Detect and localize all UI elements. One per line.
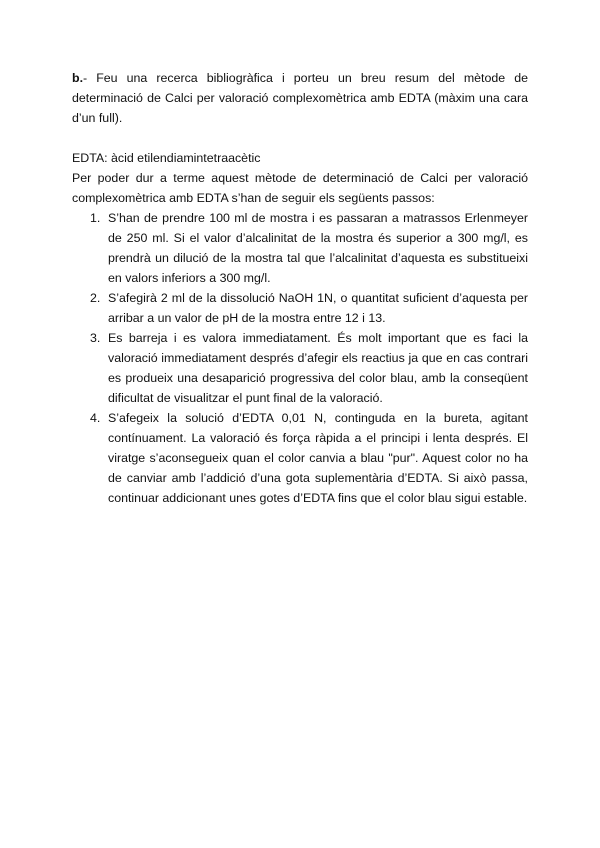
list-item-text: S’afegeix la solució d’EDTA 0,01 N, continguda en la bureta, agitant contínuament. La valoració és força ràpida a el principi i lenta després. El viratge s’aconsegueix quan el color canvia a blau "pur". Aquest color no ha de canviar amb l’addició d’una gota suplementària d’EDTA. Si això passa, continuar addicionant unes gotes d’EDTA fins que el color blau sigui estable. <box>108 411 528 505</box>
intro-paragraph: Per poder dur a terme aquest mètode de determinació de Calci per valoració complexomètrica amb EDTA s’han de seguir els següents passos: <box>72 171 528 205</box>
list-item <box>72 408 528 508</box>
list-item-text: Es barreja i es valora immediatament. És molt important que es faci la valoració immediatament després d’afegir els reactius ja que en cas contrari es produeix una desaparició progressiva del color blau, amb la conseqüent dificultat de visualitzar el punt final de la valoració. <box>108 331 528 405</box>
question-paragraph <box>72 68 528 128</box>
list-item-text: S’han de prendre 100 ml de mostra i es passaran a matrassos Erlenmeyer de 250 ml. Si el valor d’alcalinitat de la mostra és superior a 300 mg/l, es prendrà un dilució de la mostra tal que l’alcalinitat d’aquesta es substitueixi en valors inferiors a 300 mg/l. <box>108 211 528 285</box>
paragraph-spacer <box>72 128 528 148</box>
list-item <box>72 288 528 328</box>
document-content <box>72 68 528 508</box>
list-item-text: S’afegirà 2 ml de la dissolució NaOH 1N, o quantitat suficient d’aquesta per arribar a un valor de pH de la mostra entre 12 i 13. <box>108 291 528 325</box>
edta-definition: EDTA: àcid etilendiamintetraacètic <box>72 151 261 165</box>
question-label: b. <box>72 71 84 85</box>
list-item-number: 2. <box>90 291 101 305</box>
list-item-number: 4. <box>90 411 101 425</box>
question-text: - Feu una recerca bibliogràfica i porteu un breu resum del mètode de determinació de Calci per valoració complexomètrica amb EDTA (màxim una cara d’un full). <box>72 71 528 125</box>
list-item <box>72 328 528 408</box>
list-item-number: 1. <box>90 211 101 225</box>
list-item-number: 3. <box>90 331 101 345</box>
procedure-steps-list <box>72 208 528 508</box>
list-item <box>72 208 528 288</box>
